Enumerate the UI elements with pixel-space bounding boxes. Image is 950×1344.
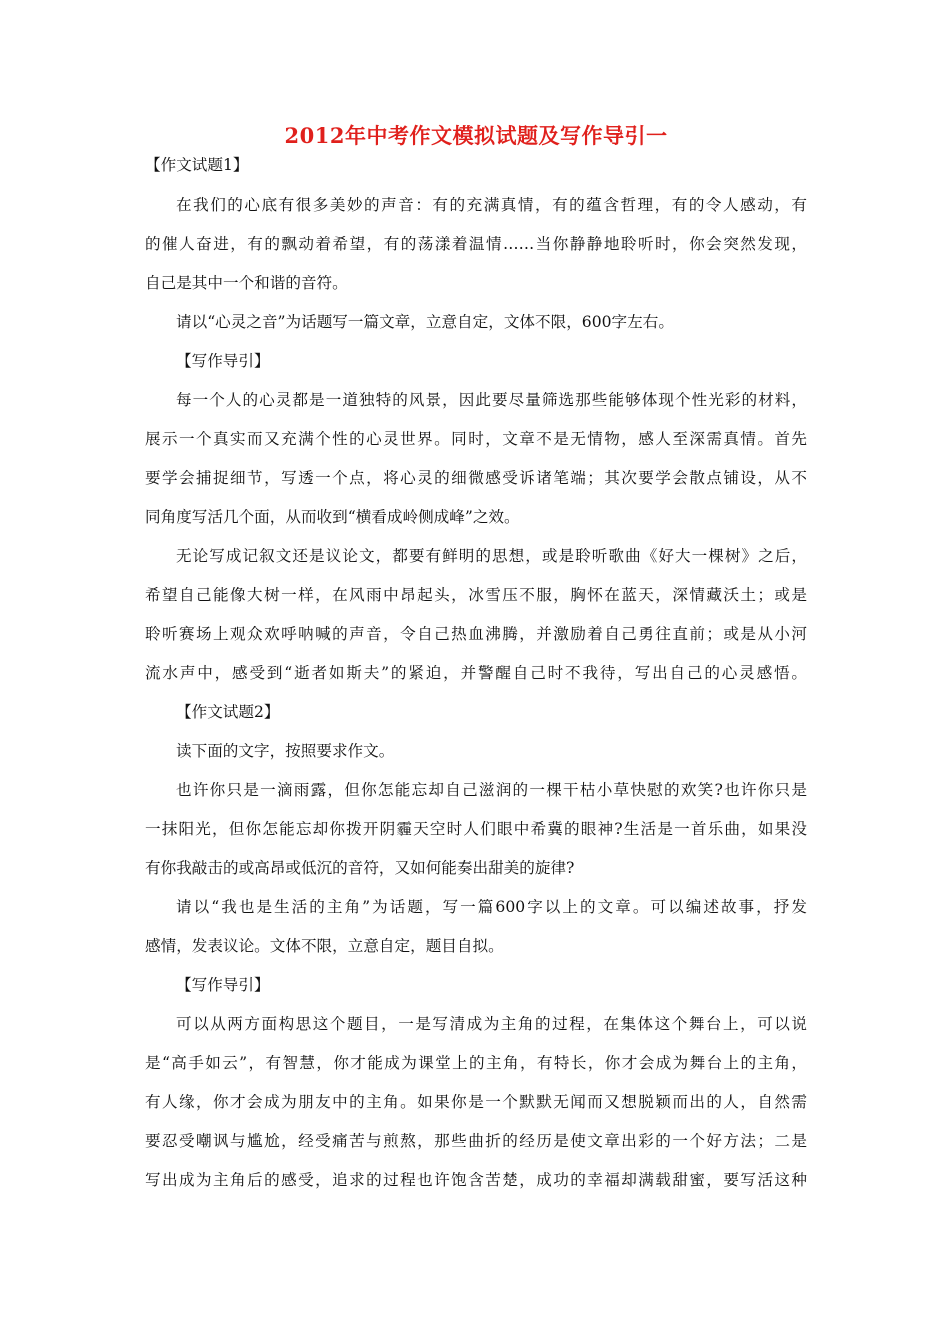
text-line: 无论写成记叙文还是议论文，都要有鲜明的思想，或是聆听歌曲《好大一棵树》之后， [176, 547, 807, 565]
text-line: 聆听赛场上观众欢呼呐喊的声音，令自己热血沸腾，并激励着自己勇往直前；或是从小河 [145, 625, 807, 643]
text-line: 每一个人的心灵都是一道独特的风景，因此要尽量筛选那些能够体现个性光彩的材料， [176, 391, 807, 409]
text-line: 自己是其中一个和谐的音符。 [145, 274, 348, 292]
document-body [145, 152, 807, 1200]
text-line: 写出成为主角后的感受，追求的过程也许饱含苦楚，成功的幸福却满载甜蜜，要写活这种 [145, 1171, 807, 1189]
document-title: 2012年中考作文模拟试题及写作导引一 [284, 123, 668, 148]
text-line: 希望自己能像大树一样，在风雨中昂起头，冰雪压不服，胸怀在蓝天，深情藏沃土；或是 [145, 586, 807, 604]
text-line: 【作文试题1】 [145, 156, 249, 174]
text-line: 要学会捕捉细节，写透一个点，将心灵的细微感受诉诸笔端；其次要学会散点铺设，从不 [145, 469, 807, 487]
text-line: 展示一个真实而又充满个性的心灵世界。同时，文章不是无情物，感人至深需真情。首先 [145, 430, 807, 448]
text-line: 感情，发表议论。文体不限，立意自定，题目自拟。 [145, 937, 504, 955]
text-line: 流水声中，感受到“逝者如斯夫”的紧迫，并警醒自己时不我待，写出自己的心灵感悟。 [145, 664, 807, 682]
text-line: 一抹阳光，但你怎能忘却你拨开阴霾天空时人们眼中希冀的眼神?生活是一首乐曲，如果没 [145, 820, 807, 838]
text-line: 有你我敲击的或高昂或低沉的音符，又如何能奏出甜美的旋律? [145, 859, 575, 877]
text-line: 可以从两方面构思这个题目，一是写清成为主角的过程，在集体这个舞台上，可以说 [176, 1015, 807, 1033]
text-line: 请以“我也是生活的主角”为话题，写一篇600字以上的文章。可以编述故事，抒发 [176, 898, 807, 916]
document-page [145, 120, 807, 1200]
text-line: 请以“心灵之音”为话题写一篇文章，立意自定，文体不限，600字左右。 [176, 313, 674, 331]
text-line: 要忍受嘲讽与尴尬，经受痛苦与煎熬，那些曲折的经历是使文章出彩的一个好方法；二是 [145, 1132, 807, 1150]
text-line: 【写作导引】 [176, 976, 270, 994]
text-line: 的催人奋进，有的飘动着希望，有的荡漾着温情……当你静静地聆听时，你会突然发现， [145, 235, 807, 253]
text-line: 也许你只是一滴雨露，但你怎能忘却自己滋润的一棵干枯小草快慰的欢笑?也许你只是 [176, 781, 807, 799]
text-line: 有人缘，你才会成为朋友中的主角。如果你是一个默默无闻而又想脱颖而出的人，自然需 [145, 1093, 807, 1111]
text-line: 在我们的心底有很多美妙的声音：有的充满真情，有的蕴含哲理，有的令人感动，有 [176, 196, 807, 214]
text-line: 同角度写活几个面，从而收到“横看成岭侧成峰”之效。 [145, 508, 520, 526]
text-line: 读下面的文字，按照要求作文。 [176, 742, 395, 760]
text-line: 是“高手如云”，有智慧，你才能成为课堂上的主角，有特长，你才会成为舞台上的主角， [145, 1054, 807, 1072]
text-line: 【作文试题2】 [176, 703, 280, 721]
text-line: 【写作导引】 [176, 352, 270, 370]
